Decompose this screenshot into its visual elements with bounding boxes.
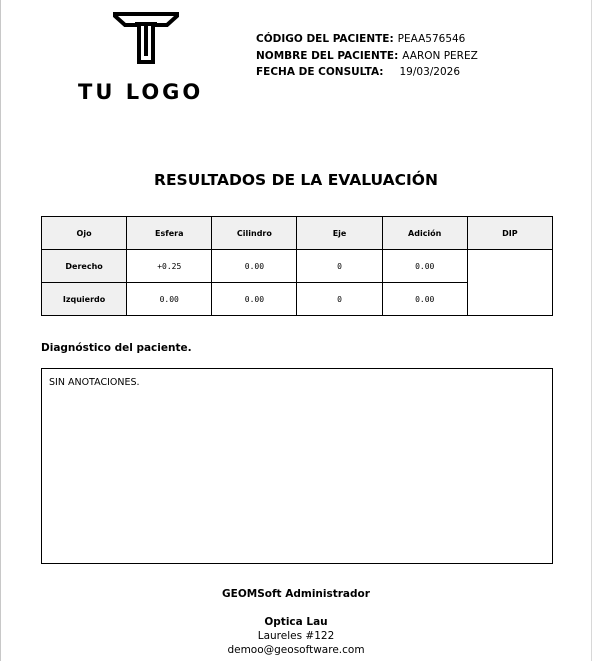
header-adicion: Adición (382, 217, 467, 250)
patient-info (256, 31, 478, 81)
logo-text: TU LOGO (78, 80, 204, 104)
patient-code-value: PEAA576546 (397, 33, 466, 45)
table-header-row (42, 217, 553, 250)
patient-code-row (256, 31, 478, 48)
company-logo (78, 12, 216, 104)
patient-name-row (256, 48, 478, 65)
cell-adicion: 0.00 (382, 250, 467, 283)
cell-adicion: 0.00 (382, 283, 467, 316)
page-edge-left (0, 0, 1, 661)
footer (0, 588, 592, 657)
header-ojo: Ojo (42, 217, 127, 250)
table-row (42, 250, 553, 283)
header-esfera: Esfera (127, 217, 212, 250)
consult-date-row (256, 64, 478, 81)
report-title: RESULTADOS DE LA EVALUACIÓN (154, 171, 438, 189)
cell-cilindro: 0.00 (212, 283, 297, 316)
consult-date-value: 19/03/2026 (399, 66, 461, 78)
footer-address: Laureles #122 (257, 630, 335, 642)
cell-dip (467, 250, 552, 316)
footer-email: demoo@geosoftware.com (227, 644, 365, 656)
diagnosis-heading: Diagnóstico del paciente. (41, 342, 192, 354)
consult-date-label: FECHA DE CONSULTA: (256, 66, 384, 78)
eye-label-left: Izquierdo (42, 283, 127, 316)
diagnosis-box (41, 368, 553, 564)
cell-cilindro: 0.00 (212, 250, 297, 283)
patient-name-label: NOMBRE DEL PACIENTE: (256, 49, 399, 62)
cell-eje: 0 (297, 283, 382, 316)
cell-esfera: +0.25 (127, 250, 212, 283)
t-monogram-icon (113, 12, 179, 64)
cell-eje: 0 (297, 250, 382, 283)
patient-name-value: AARON PEREZ (402, 49, 478, 62)
diagnosis-text: SIN ANOTACIONES. (49, 377, 140, 388)
header-dip: DIP (467, 217, 552, 250)
cell-esfera: 0.00 (127, 283, 212, 316)
footer-admin: GEOMSoft Administrador (222, 588, 370, 600)
header-eje: Eje (297, 217, 382, 250)
patient-code-label: CÓDIGO DEL PACIENTE: (256, 33, 394, 45)
footer-company: Optica Lau (264, 616, 328, 628)
eye-label-right: Derecho (42, 250, 127, 283)
header-cilindro: Cilindro (212, 217, 297, 250)
evaluation-table (41, 216, 553, 316)
